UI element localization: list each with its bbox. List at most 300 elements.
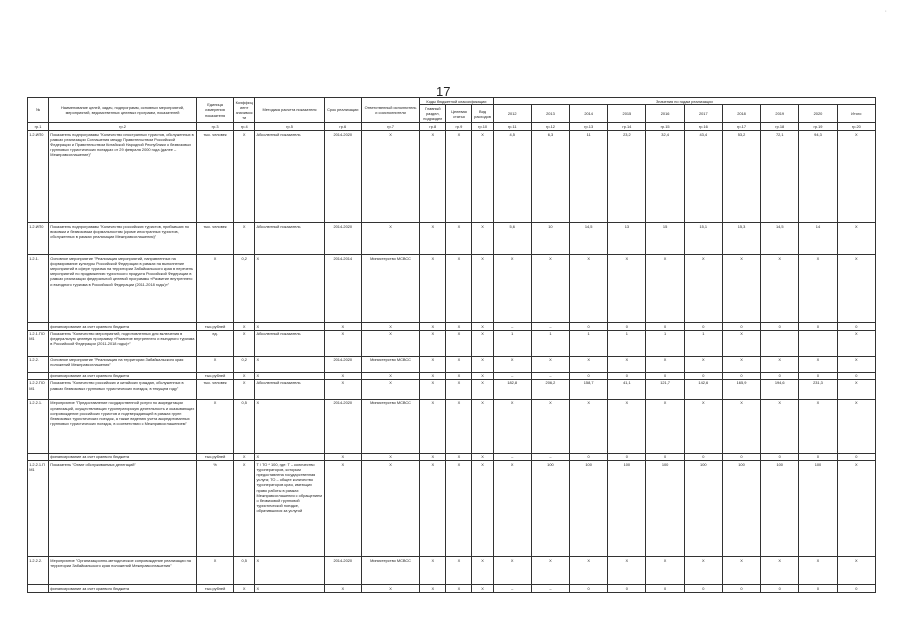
row-year-value: 0 bbox=[837, 585, 875, 592]
header-year: 2013 bbox=[531, 105, 569, 123]
row-coef: Х bbox=[234, 461, 255, 557]
row-target: Х bbox=[446, 330, 472, 356]
row-year-value: 0 bbox=[570, 585, 608, 592]
row-year-value: 0 bbox=[646, 372, 684, 379]
row-year-value: 0 bbox=[761, 372, 799, 379]
row-name: финансирование за счет краевого бюджета bbox=[49, 372, 197, 379]
table-row bbox=[28, 223, 876, 255]
row-method: Х bbox=[255, 323, 324, 330]
row-method: Х bbox=[255, 372, 324, 379]
row-vr: Х bbox=[472, 131, 493, 223]
financing-row bbox=[28, 372, 876, 379]
row-id: 1.2.1.ПОМ1 bbox=[28, 330, 49, 356]
row-executor: Х bbox=[361, 323, 419, 330]
row-year-value: Х bbox=[761, 557, 799, 585]
row-id: 1.2.2.ПОМ1 bbox=[28, 379, 49, 399]
row-target: Х bbox=[446, 585, 472, 592]
row-year-value: 11 bbox=[570, 131, 608, 223]
row-method: Х bbox=[255, 453, 324, 460]
row-grbs: Х bbox=[420, 399, 446, 453]
row-year-value: 10 bbox=[531, 223, 569, 255]
row-year-value: 0 bbox=[722, 323, 760, 330]
row-grbs: Х bbox=[420, 131, 446, 223]
row-year-value: 182,8 bbox=[493, 379, 531, 399]
row-id bbox=[28, 323, 49, 330]
row-grbs: Х bbox=[420, 461, 446, 557]
row-method: Абсолютный показатель bbox=[255, 131, 324, 223]
row-year-value: 100 bbox=[761, 461, 799, 557]
row-target: Х bbox=[446, 131, 472, 223]
header-year: 2012 bbox=[493, 105, 531, 123]
row-period: 2014-2020 bbox=[324, 356, 361, 372]
row-coef: Х bbox=[234, 379, 255, 399]
row-method: Абсолютный показатель bbox=[255, 379, 324, 399]
row-year-value: 23,2 bbox=[608, 131, 646, 223]
row-year-value: Х bbox=[570, 255, 608, 323]
row-coef: Х bbox=[234, 453, 255, 460]
row-executor: Х bbox=[361, 131, 419, 223]
row-id bbox=[28, 453, 49, 460]
row-vr: Х bbox=[472, 372, 493, 379]
row-year-value: Х bbox=[722, 356, 760, 372]
column-number: гр.12 bbox=[531, 123, 569, 131]
row-coef: Х bbox=[234, 131, 255, 223]
row-year-value: Х bbox=[684, 255, 722, 323]
row-period: Х bbox=[324, 323, 361, 330]
row-vr: Х bbox=[472, 461, 493, 557]
row-year-value: 0 bbox=[837, 323, 875, 330]
column-number: гр.6 bbox=[324, 123, 361, 131]
row-name: Мероприятие "Организационно-методическое сопровождение реализации на территории Забайкальского края положений Межправсоглашения" bbox=[49, 557, 197, 585]
row-unit: тыс.рублей bbox=[196, 585, 233, 592]
row-executor: Х bbox=[361, 330, 419, 356]
row-year-value: 0 bbox=[608, 372, 646, 379]
row-year-value: 0 bbox=[799, 323, 837, 330]
row-year-value: 43,4 bbox=[684, 131, 722, 223]
row-year-value: 194,6 bbox=[761, 379, 799, 399]
row-grbs: Х bbox=[420, 557, 446, 585]
column-number: гр.20 bbox=[837, 123, 875, 131]
row-coef: Х bbox=[234, 223, 255, 255]
table-row bbox=[28, 557, 876, 585]
row-grbs: Х bbox=[420, 330, 446, 356]
page-number: 17 bbox=[436, 84, 451, 99]
row-year-value: Х bbox=[837, 131, 875, 223]
row-name: Показатель "Количество мероприятий, подготовленных для включения в федеральную целевую программу «Развитие внутреннего и въездного туризма в Российской Федерации (2011-2018 годы)»" bbox=[49, 330, 197, 356]
row-id bbox=[28, 585, 49, 592]
column-number: гр.2 bbox=[49, 123, 197, 131]
row-name: Основное мероприятие "Реализация мероприятий, направленных на формирование культуры Российской Федерации в рамках на выполнение мероприятий в сфере туризма на территории Забайкальского края в перечень мероприятий по продвижению туристского продукта Российской Федерации в рамках реализации федеральной целевой программы «Развитие внутреннего и въездного туризма в Российской Федерации (2011-2018 годы)»" bbox=[49, 255, 197, 323]
column-number: гр.3 bbox=[196, 123, 233, 131]
row-grbs: Х bbox=[420, 223, 446, 255]
row-year-value: 165,9 bbox=[722, 379, 760, 399]
column-number: гр.9 bbox=[446, 123, 472, 131]
row-year-value: Х bbox=[531, 399, 569, 453]
row-year-value bbox=[799, 330, 837, 356]
row-year-value: 100 bbox=[531, 461, 569, 557]
header-year: Итого bbox=[837, 105, 875, 123]
row-period: Х bbox=[324, 453, 361, 460]
row-method: Х bbox=[255, 356, 324, 372]
row-year-value: 100 bbox=[570, 461, 608, 557]
row-year-value: 0 bbox=[722, 372, 760, 379]
row-year-value: 231,3 bbox=[799, 379, 837, 399]
row-period: 2014-2020 bbox=[324, 399, 361, 453]
row-target: Х bbox=[446, 356, 472, 372]
table-row bbox=[28, 356, 876, 372]
column-number: гр.19 bbox=[799, 123, 837, 131]
row-year-value: – bbox=[531, 453, 569, 460]
row-year-value: – bbox=[493, 453, 531, 460]
row-year-value: 13 bbox=[608, 223, 646, 255]
row-grbs: Х bbox=[420, 453, 446, 460]
row-id: 1.2.2. bbox=[28, 356, 49, 372]
row-year-value: 0 bbox=[608, 323, 646, 330]
column-number: гр.15 bbox=[646, 123, 684, 131]
row-year-value: 0 bbox=[761, 453, 799, 460]
row-year-value: 0 bbox=[646, 453, 684, 460]
row-name: финансирование за счет краевого бюджета bbox=[49, 585, 197, 592]
row-year-value: 100 bbox=[684, 461, 722, 557]
row-period: Х bbox=[324, 585, 361, 592]
row-year-value: Х bbox=[799, 356, 837, 372]
row-year-value: Х bbox=[722, 255, 760, 323]
row-unit: тыс. человек bbox=[196, 223, 233, 255]
header-coef: Коэффициент значимости bbox=[234, 98, 255, 123]
row-name: финансирование за счет краевого бюджета bbox=[49, 323, 197, 330]
row-year-value: 5,6 bbox=[493, 223, 531, 255]
row-year-value: 100 bbox=[608, 461, 646, 557]
financing-row bbox=[28, 585, 876, 592]
row-id bbox=[28, 372, 49, 379]
row-year-value: Х bbox=[608, 356, 646, 372]
row-year-value: 14,5 bbox=[761, 223, 799, 255]
row-year-value: Х bbox=[799, 399, 837, 453]
header-num: № bbox=[28, 98, 49, 123]
row-id: 1.2.2.2. bbox=[28, 557, 49, 585]
column-number: гр.10 bbox=[472, 123, 493, 131]
row-coef: Х bbox=[234, 585, 255, 592]
row-unit: Х bbox=[196, 255, 233, 323]
row-year-value: 158,7 bbox=[570, 379, 608, 399]
column-number: гр.13 bbox=[570, 123, 608, 131]
row-name: финансирование за счет краевого бюджета bbox=[49, 453, 197, 460]
header-year: 2017 bbox=[684, 105, 722, 123]
row-year-value: 0 bbox=[684, 323, 722, 330]
column-number: гр.11 bbox=[493, 123, 531, 131]
table-body bbox=[28, 131, 876, 592]
row-year-value: Х bbox=[722, 557, 760, 585]
row-unit: тыс. человек bbox=[196, 131, 233, 223]
row-year-value: – bbox=[493, 372, 531, 379]
row-year-value: Х bbox=[722, 399, 760, 453]
row-vr: Х bbox=[472, 379, 493, 399]
header-unit: Единица измерения показателя bbox=[196, 98, 233, 123]
header-year: 2016 bbox=[646, 105, 684, 123]
row-vr: Х bbox=[472, 557, 493, 585]
row-year-value: Х bbox=[722, 330, 760, 356]
row-method: Т / ТО * 100, где: Т – количество туроператоров, которым предоставлена государственная услуга; ТО – общее количество туроператоров края, имеющих право работы в рамках Межправсоглашения с обращением о безвизовой групповой туристической поездке, обратившихся за услугой bbox=[255, 461, 324, 557]
row-year-value: Х bbox=[837, 557, 875, 585]
row-unit: Х bbox=[196, 356, 233, 372]
row-method: Абсолютный показатель bbox=[255, 330, 324, 356]
row-grbs: Х bbox=[420, 372, 446, 379]
row-id: 1.2.ИП0 bbox=[28, 131, 49, 223]
financing-row bbox=[28, 453, 876, 460]
row-year-value: 0 bbox=[837, 372, 875, 379]
header-target: Целевая статья bbox=[446, 105, 472, 123]
row-year-value: 0 bbox=[799, 453, 837, 460]
row-method: Х bbox=[255, 255, 324, 323]
row-year-value: 15,3 bbox=[722, 223, 760, 255]
row-executor: Министерство МСВСС bbox=[361, 356, 419, 372]
row-year-value: – bbox=[493, 323, 531, 330]
column-number: гр.18 bbox=[761, 123, 799, 131]
row-method: Х bbox=[255, 585, 324, 592]
row-vr: Х bbox=[472, 356, 493, 372]
row-year-value: Х bbox=[608, 557, 646, 585]
row-year-value: 121,7 bbox=[646, 379, 684, 399]
row-coef: 0,2 bbox=[234, 255, 255, 323]
row-year-value bbox=[761, 330, 799, 356]
row-year-value: 53,2 bbox=[722, 131, 760, 223]
row-coef: 0,5 bbox=[234, 399, 255, 453]
row-year-value: 14,5 bbox=[570, 223, 608, 255]
header-budget-group: Коды бюджетной классификации bbox=[420, 98, 493, 105]
row-year-value: Х bbox=[646, 399, 684, 453]
row-year-value: 32,4 bbox=[646, 131, 684, 223]
row-year-value: – bbox=[531, 585, 569, 592]
row-unit: Х bbox=[196, 557, 233, 585]
row-grbs: Х bbox=[420, 255, 446, 323]
row-target: Х bbox=[446, 557, 472, 585]
row-year-value: 0 bbox=[646, 323, 684, 330]
row-id: 1.2.2.1. bbox=[28, 399, 49, 453]
financing-row bbox=[28, 323, 876, 330]
row-target: Х bbox=[446, 223, 472, 255]
row-period: 2014-2014 bbox=[324, 255, 361, 323]
row-year-value: Х bbox=[837, 399, 875, 453]
row-unit: тыс.рублей bbox=[196, 323, 233, 330]
table-row bbox=[28, 461, 876, 557]
column-number: гр.4 bbox=[234, 123, 255, 131]
program-table bbox=[27, 97, 876, 593]
row-year-value: Х bbox=[837, 330, 875, 356]
table-row bbox=[28, 399, 876, 453]
row-year-value: Х bbox=[493, 255, 531, 323]
header-year: 2014 bbox=[570, 105, 608, 123]
row-year-value: Х bbox=[684, 356, 722, 372]
row-id: 1.2.ИП0 bbox=[28, 223, 49, 255]
row-year-value: Х bbox=[837, 255, 875, 323]
row-year-value: Х bbox=[646, 255, 684, 323]
row-vr: Х bbox=[472, 323, 493, 330]
header-years-group: Значения по годам реализации bbox=[493, 98, 875, 105]
row-executor: Х bbox=[361, 585, 419, 592]
corner-mark: · bbox=[884, 8, 887, 15]
column-number: гр.8 bbox=[420, 123, 446, 131]
row-executor: Х bbox=[361, 379, 419, 399]
row-period: 2014-2020 bbox=[324, 557, 361, 585]
header-period: Срок реализации bbox=[324, 98, 361, 123]
row-year-value: Х bbox=[493, 356, 531, 372]
column-number: гр.5 bbox=[255, 123, 324, 131]
row-id: 1.2.2.1.ПМ1 bbox=[28, 461, 49, 557]
row-vr: Х bbox=[472, 223, 493, 255]
row-year-value: 142,6 bbox=[684, 379, 722, 399]
row-target: Х bbox=[446, 399, 472, 453]
row-year-value: 1 bbox=[608, 330, 646, 356]
row-unit: % bbox=[196, 461, 233, 557]
column-number: гр.14 bbox=[608, 123, 646, 131]
row-year-value: Х bbox=[837, 379, 875, 399]
row-year-value: Х bbox=[570, 356, 608, 372]
row-year-value: Х bbox=[799, 557, 837, 585]
row-year-value: 14 bbox=[799, 223, 837, 255]
row-year-value: 100 bbox=[799, 461, 837, 557]
table-row bbox=[28, 131, 876, 223]
header-year: 2020 bbox=[799, 105, 837, 123]
row-executor: Х bbox=[361, 223, 419, 255]
column-number: гр.17 bbox=[722, 123, 760, 131]
row-vr: Х bbox=[472, 399, 493, 453]
row-year-value: 100 bbox=[722, 461, 760, 557]
row-year-value: Х bbox=[684, 399, 722, 453]
row-year-value: Х bbox=[493, 557, 531, 585]
row-year-value: Х bbox=[761, 356, 799, 372]
column-number: гр.7 bbox=[361, 123, 419, 131]
row-vr: Х bbox=[472, 585, 493, 592]
row-name: Показатель подпрограммы "Количество российских туристов, прибывших по визовым и безвизовым формальностям (кроме иностранных туристов, обслуженных в рамках реализации Межправсоглашения)" bbox=[49, 223, 197, 255]
row-year-value: 41,1 bbox=[608, 379, 646, 399]
row-year-value: 15 bbox=[646, 223, 684, 255]
row-year-value: Х bbox=[646, 356, 684, 372]
row-period: 2014-2020 bbox=[324, 131, 361, 223]
row-name: Показатель "Количество российских и китайских граждан, обслуженных в рамках безвизовых групповых туристических поездок, в текущем году" bbox=[49, 379, 197, 399]
header-grbs: Главный раздел, подраздел bbox=[420, 105, 446, 123]
row-year-value: 206,2 bbox=[531, 379, 569, 399]
row-year-value: 0 bbox=[799, 585, 837, 592]
row-year-value: 0 bbox=[684, 585, 722, 592]
column-number: гр.1 bbox=[28, 123, 49, 131]
row-name: Показатель подпрограммы "Количество иностранных туристов, обслуженных в рамках реализации Соглашения между Правительством Российской Федерации и Правительством Китайской Народной Республики о безвизовых групповых туристических поездках от 29 февраля 2000 года (далее – Межправсоглашение)" bbox=[49, 131, 197, 223]
row-year-value: Х bbox=[761, 399, 799, 453]
row-name: Показатель "Охват обслуживаемых делегаций" bbox=[49, 461, 197, 557]
row-year-value: 0 bbox=[646, 585, 684, 592]
row-vr: Х bbox=[472, 330, 493, 356]
row-unit: тыс. человек bbox=[196, 379, 233, 399]
row-unit: Х bbox=[196, 399, 233, 453]
row-executor: Министерство МСВСС bbox=[361, 399, 419, 453]
row-year-value: Х bbox=[837, 356, 875, 372]
row-target: Х bbox=[446, 453, 472, 460]
row-target: Х bbox=[446, 255, 472, 323]
row-method: Абсолютный показатель bbox=[255, 223, 324, 255]
row-year-value: – bbox=[493, 585, 531, 592]
header-executor: Ответственный исполнитель и соисполнители bbox=[361, 98, 419, 123]
row-year-value: Х bbox=[646, 557, 684, 585]
row-grbs: Х bbox=[420, 356, 446, 372]
row-year-value: Х bbox=[531, 255, 569, 323]
row-year-value: 0 bbox=[608, 453, 646, 460]
row-year-value: 0 bbox=[608, 585, 646, 592]
row-year-value: 0 bbox=[570, 372, 608, 379]
row-year-value: – bbox=[531, 323, 569, 330]
row-target: Х bbox=[446, 372, 472, 379]
row-year-value: 1 bbox=[646, 330, 684, 356]
column-number: гр.16 bbox=[684, 123, 722, 131]
row-method: Х bbox=[255, 399, 324, 453]
row-year-value: 15,1 bbox=[684, 223, 722, 255]
row-year-value: Х bbox=[570, 399, 608, 453]
row-coef: 0,2 bbox=[234, 356, 255, 372]
row-year-value: 100 bbox=[646, 461, 684, 557]
row-year-value: 72,1 bbox=[761, 131, 799, 223]
row-year-value: Х bbox=[837, 461, 875, 557]
row-period: Х bbox=[324, 461, 361, 557]
row-year-value: Х bbox=[684, 557, 722, 585]
row-year-value: 0 bbox=[722, 453, 760, 460]
row-year-value: Х bbox=[493, 461, 531, 557]
row-year-value: – bbox=[531, 372, 569, 379]
row-year-value: 0 bbox=[799, 372, 837, 379]
row-grbs: Х bbox=[420, 585, 446, 592]
row-year-value: 0 bbox=[684, 372, 722, 379]
table-row bbox=[28, 330, 876, 356]
header-vr: Вид расходов bbox=[472, 105, 493, 123]
row-method: Х bbox=[255, 557, 324, 585]
row-id: 1.2.1. bbox=[28, 255, 49, 323]
row-year-value: 1 bbox=[493, 330, 531, 356]
row-year-value: 0 bbox=[761, 323, 799, 330]
row-executor: Министерство МСВСС bbox=[361, 557, 419, 585]
row-unit: ед. bbox=[196, 330, 233, 356]
row-year-value: 1 bbox=[684, 330, 722, 356]
row-grbs: Х bbox=[420, 379, 446, 399]
row-period: Х bbox=[324, 379, 361, 399]
row-year-value: Х bbox=[761, 255, 799, 323]
table-row bbox=[28, 255, 876, 323]
row-year-value: Х bbox=[570, 557, 608, 585]
table-header bbox=[28, 98, 876, 131]
row-vr: Х bbox=[472, 255, 493, 323]
row-vr: Х bbox=[472, 453, 493, 460]
header-year: 2018 bbox=[722, 105, 760, 123]
row-coef: Х bbox=[234, 330, 255, 356]
row-target: Х bbox=[446, 461, 472, 557]
row-year-value: 0 bbox=[722, 585, 760, 592]
row-name: Основное мероприятие "Реализация на территории Забайкальского края положений Межправсоглашения" bbox=[49, 356, 197, 372]
row-year-value: Х bbox=[531, 356, 569, 372]
row-year-value: Х bbox=[531, 557, 569, 585]
header-name: Наименование целей, задач, подпрограмм, основных мероприятий, мероприятий, ведомственных целевых программ, показателей bbox=[49, 98, 197, 123]
row-year-value: 0 bbox=[837, 453, 875, 460]
row-year-value: 6,3 bbox=[531, 131, 569, 223]
row-period: Х bbox=[324, 330, 361, 356]
row-year-value: 0 bbox=[570, 323, 608, 330]
header-method: Методика расчета показателя bbox=[255, 98, 324, 123]
row-coef: 0,5 bbox=[234, 557, 255, 585]
header-year: 2015 bbox=[608, 105, 646, 123]
row-year-value: 1 bbox=[531, 330, 569, 356]
row-coef: Х bbox=[234, 372, 255, 379]
row-year-value: 94,3 bbox=[799, 131, 837, 223]
row-year-value: Х bbox=[608, 399, 646, 453]
row-year-value: Х bbox=[608, 255, 646, 323]
row-year-value: 0 bbox=[684, 453, 722, 460]
row-executor: Х bbox=[361, 453, 419, 460]
row-year-value: 4,5 bbox=[493, 131, 531, 223]
